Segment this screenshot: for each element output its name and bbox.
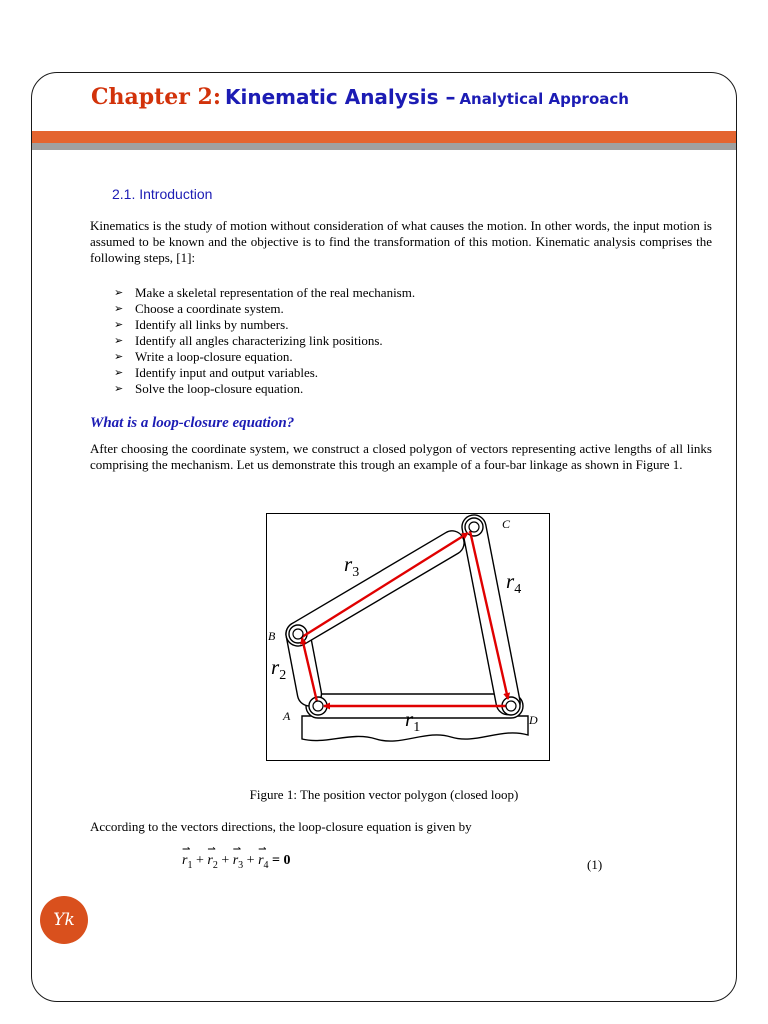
equation-intro: According to the vectors directions, the loop-closure equation is given by	[90, 819, 472, 834]
equation-number: (1)	[587, 857, 603, 872]
author-logo: Yk	[40, 896, 88, 944]
arrow-bullet-icon: ➢	[114, 366, 124, 379]
joint-label-c: C	[502, 517, 511, 531]
joint-label-a: A	[283, 709, 291, 723]
label-r2: $r_2$	[271, 655, 287, 683]
header-band-orange	[32, 131, 736, 143]
header-band-gray	[32, 143, 736, 150]
list-item: ➢ Identify all links by numbers.	[114, 317, 289, 332]
loop-paragraph: After choosing the coordinate system, we construct a closed polygon of vectors representing active lengths of all links comprising the mechanism. Let us demonstrate this trough an example of a four-bar linkage as shown in Figure 1.	[90, 441, 712, 472]
arrow-bullet-icon: ➢	[114, 286, 124, 299]
joint-label-d: D	[529, 713, 538, 727]
figure-caption: Figure 1: The position vector polygon (closed loop)	[249, 787, 519, 802]
chapter-title	[91, 84, 629, 110]
chapter-subtitle: Analytical Approach	[459, 90, 629, 108]
arrow-bullet-icon: ➢	[114, 382, 124, 395]
list-item: ➢ Choose a coordinate system.	[114, 301, 284, 316]
label-r4: $r_4$	[506, 569, 522, 597]
chapter-main-title: Kinematic Analysis –	[224, 85, 456, 109]
steps-list	[114, 285, 415, 397]
arrow-bullet-icon: ➢	[114, 302, 124, 315]
link-4	[460, 513, 522, 717]
joint-label-b: B	[268, 629, 276, 643]
label-r3: $r_3$	[344, 552, 360, 580]
arrow-bullet-icon: ➢	[114, 334, 124, 347]
arrow-bullet-icon: ➢	[114, 350, 124, 363]
list-item: ➢ Solve the loop-closure equation.	[114, 381, 304, 396]
question-heading: What is a loop-closure equation?	[90, 415, 295, 431]
list-item: ➢ Write a loop-closure equation.	[114, 349, 293, 364]
section-heading: 2.1. Introduction	[112, 186, 213, 202]
chapter-number: Chapter 2:	[91, 84, 221, 110]
list-item: ➢ Identify all angles characterizing link positions.	[114, 333, 383, 348]
arrow-bullet-icon: ➢	[114, 318, 124, 331]
loop-closure-equation: ⇀ $r_1$ + ⇀ $r_2$ + ⇀ $r_3$ + ⇀ $r_4 = 0$	[182, 844, 291, 871]
list-item: ➢ Make a skeletal representation of the real mechanism.	[114, 285, 416, 300]
list-item: ➢ Identify input and output variables.	[114, 365, 319, 380]
four-bar-linkage-figure	[266, 513, 550, 761]
vector-r3	[302, 533, 468, 637]
intro-paragraph: Kinematics is the study of motion without consideration of what causes the motion. In other words, the input motion is assumed to be known and the objective is to find the transformation of this motion. Kinematic analysis comprises the following steps, [1]:	[90, 218, 712, 265]
label-r1: $r_1$	[405, 707, 421, 735]
